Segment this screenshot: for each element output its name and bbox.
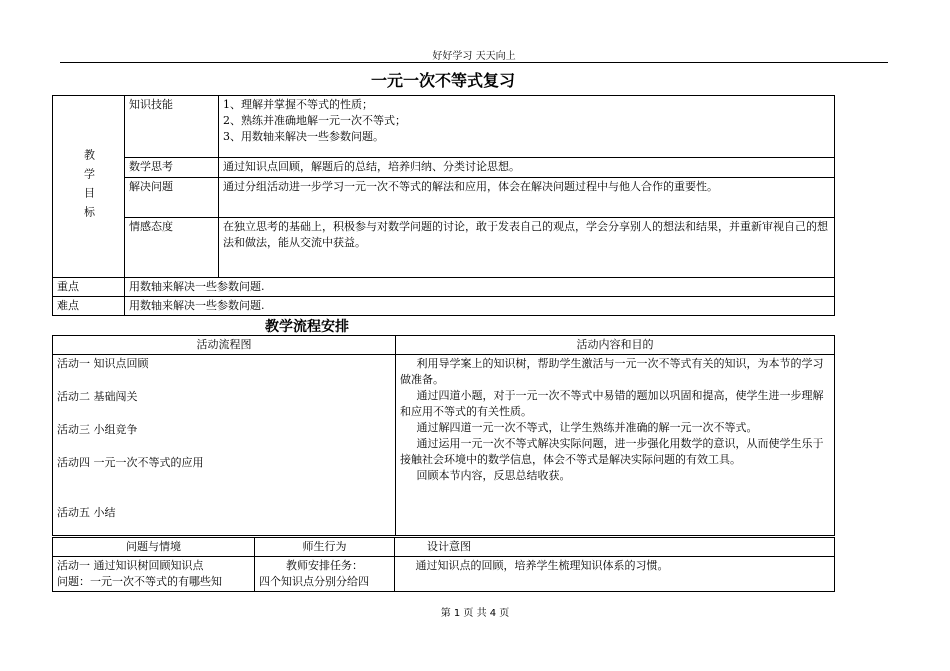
problem-solving-label: 解决问题	[125, 178, 219, 218]
difficulty-label: 难点	[53, 297, 125, 316]
purpose-item: 通过运用一元一次不等式解决实际问题，进一步强化用数学的意识，从而使学生乐于接触社会环境中的数学信息，体会不等式是解决实际问题的有效工具。	[400, 437, 824, 466]
activity-list	[53, 355, 396, 536]
detail-col3-header	[395, 538, 835, 557]
knowledge-label: 知识技能	[125, 96, 219, 158]
header-divider	[60, 62, 888, 63]
knowledge-item: 3、用数轴来解决一些参数问题。	[223, 130, 384, 143]
situation-line: 问题：一元一次不等式的有哪些知	[57, 575, 222, 588]
knowledge-item: 1、理解并掌握不等式的性质；	[223, 98, 373, 111]
detail-col1-header: 问题与情境	[53, 538, 255, 557]
behavior-line: 教师安排任务：	[286, 559, 363, 572]
page-footer: 第 1 页 共 4 页	[440, 608, 510, 619]
purpose-item: 通过四道小题，对于一元一次不等式中易错的题加以巩固和提高，使学生进一步理解和应用不等式的有关性质。	[400, 389, 824, 418]
flow-col2-header: 活动内容和目的	[396, 336, 835, 355]
document-title: 一元一次不等式复习	[370, 71, 515, 90]
detail-intent: 通过知识点的回顾，培养学生梳理知识体系的习惯。	[395, 557, 835, 592]
detail-situation	[53, 557, 255, 592]
attitude-text: 在独立思考的基础上，积极参与对数学问题的讨论，敢于发表自己的观点，学会分享别人的想法和结果，并重新审视自己的想法和做法，能从交流中获益。	[219, 218, 835, 278]
difficulty-text: 用数轴来解决一些参数问题.	[125, 297, 835, 316]
activity-item: 活动二 基础闯关	[57, 390, 138, 403]
purpose-item: 回顾本节内容，反思总结收获。	[416, 469, 571, 482]
detail-table	[52, 537, 835, 592]
key-point-label: 重点	[53, 278, 125, 297]
math-thinking-label: 数学思考	[125, 158, 219, 178]
purpose-list	[396, 355, 835, 536]
activity-item: 活动四 一元一次不等式的应用	[57, 456, 204, 469]
objectives-table	[52, 95, 835, 316]
attitude-label: 情感态度	[125, 218, 219, 278]
activity-item: 活动三 小组竞争	[57, 423, 138, 436]
objectives-label: 教学目标	[53, 96, 125, 278]
detail-col2-header: 师生行为	[255, 538, 395, 557]
purpose-item: 利用导学案上的知识树，帮助学生激活与一元一次不等式有关的知识，为本节的学习做准备。	[400, 357, 824, 386]
flow-col1-header: 活动流程图	[53, 336, 396, 355]
page-header: 好好学习 天天向上	[432, 51, 516, 62]
problem-solving-text: 通过分组活动进一步学习一元一次不等式的解法和应用，体会在解决问题过程中与他人合作的重要性。	[219, 178, 835, 218]
purpose-item: 通过解四道一元一次不等式，让学生熟练并准确的解一元一次不等式。	[416, 421, 758, 434]
flow-title: 教学流程安排	[265, 319, 349, 335]
activity-item: 活动一 知识点回顾	[57, 357, 149, 370]
knowledge-cell	[219, 96, 835, 158]
situation-line: 活动一 通过知识树回顾知识点	[57, 559, 204, 572]
knowledge-item: 2、熟练并准确地解一元一次不等式；	[223, 114, 406, 127]
detail-behavior	[255, 557, 395, 592]
behavior-line: 四个知识点分别分给四	[259, 575, 369, 588]
math-thinking-text: 通过知识点回顾，解题后的总结，培养归纳、分类讨论思想。	[219, 158, 835, 178]
flow-table	[52, 335, 835, 536]
key-point-text: 用数轴来解决一些参数问题.	[125, 278, 835, 297]
activity-item: 活动五 小结	[57, 506, 116, 519]
detail-col3-header-text: 设计意图	[427, 540, 471, 553]
